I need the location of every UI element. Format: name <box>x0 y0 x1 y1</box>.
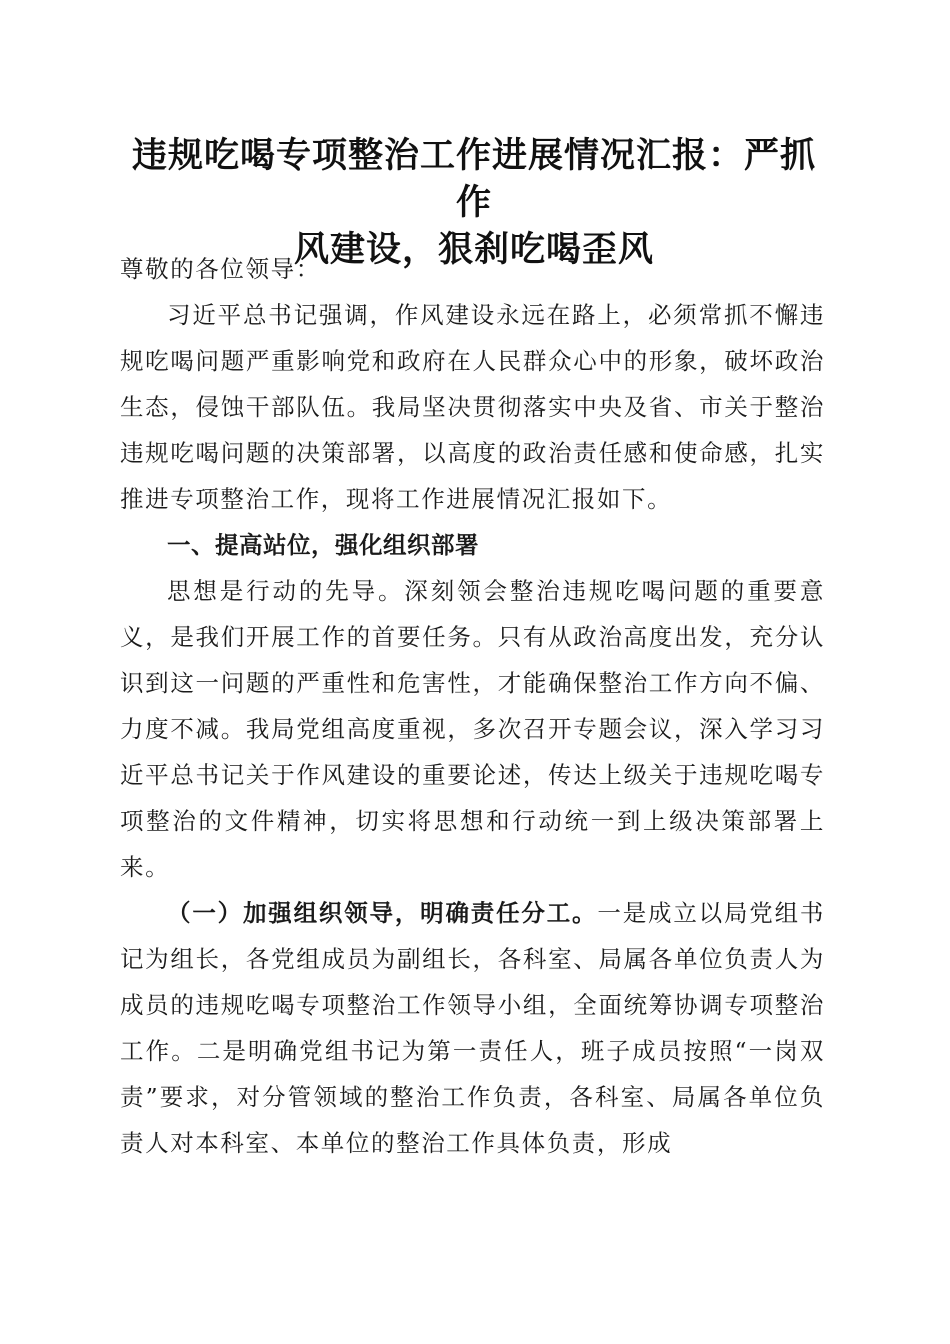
section-1-paragraph: 思想是行动的先导。深刻领会整治违规吃喝问题的重要意义，是我们开展工作的首要任务。只有从政治高度出发，充分认识到这一问题的严重性和危害性，才能确保整治工作方向不偏、力度不减。我局党组高度重视，多次召开专题会议，深入学习习近平总书记关于作风建设的重要论述，传达上级关于违规吃喝专项整治的文件精神，切实将思想和行动统一到上级决策部署上来。 <box>120 577 825 881</box>
title-line-1: 违规吃喝专项整治工作进展情况汇报：严抓作 <box>131 135 816 223</box>
subsection-1-text: 一是成立以局党组书记为组长，各党组成员为副组长，各科室、局属各单位负责人为成员的违规吃喝专项整治工作领导小组，全面统筹协调专项整治工作。二是明确党组书记为第一责任人，班子成员按照“一岗双责”要求，对分管领域的整治工作负责，各科室、局属各单位负责人对本科室、本单位的整治工作具体负责，形成 <box>120 899 825 1157</box>
subsection-1-lead: （一）加强组织领导，明确责任分工。 <box>167 899 598 927</box>
subsection-1-paragraph <box>120 890 825 1166</box>
section-heading-1: 一、提高站位，强化组织部署 <box>167 531 479 559</box>
document-body <box>120 246 825 1166</box>
intro-paragraph: 习近平总书记强调，作风建设永远在路上，必须常抓不懈违规吃喝问题严重影响党和政府在人民群众心中的形象，破坏政治生态，侵蚀干部队伍。我局坚决贯彻落实中央及省、市关于整治违规吃喝问题的决策部署，以高度的政治责任感和使命感，扎实推进专项整治工作，现将工作进展情况汇报如下。 <box>120 301 825 513</box>
title-line-2: 风建设，狠刹吃喝歪风 <box>293 229 654 270</box>
salutation: 尊敬的各位领导： <box>120 255 321 283</box>
